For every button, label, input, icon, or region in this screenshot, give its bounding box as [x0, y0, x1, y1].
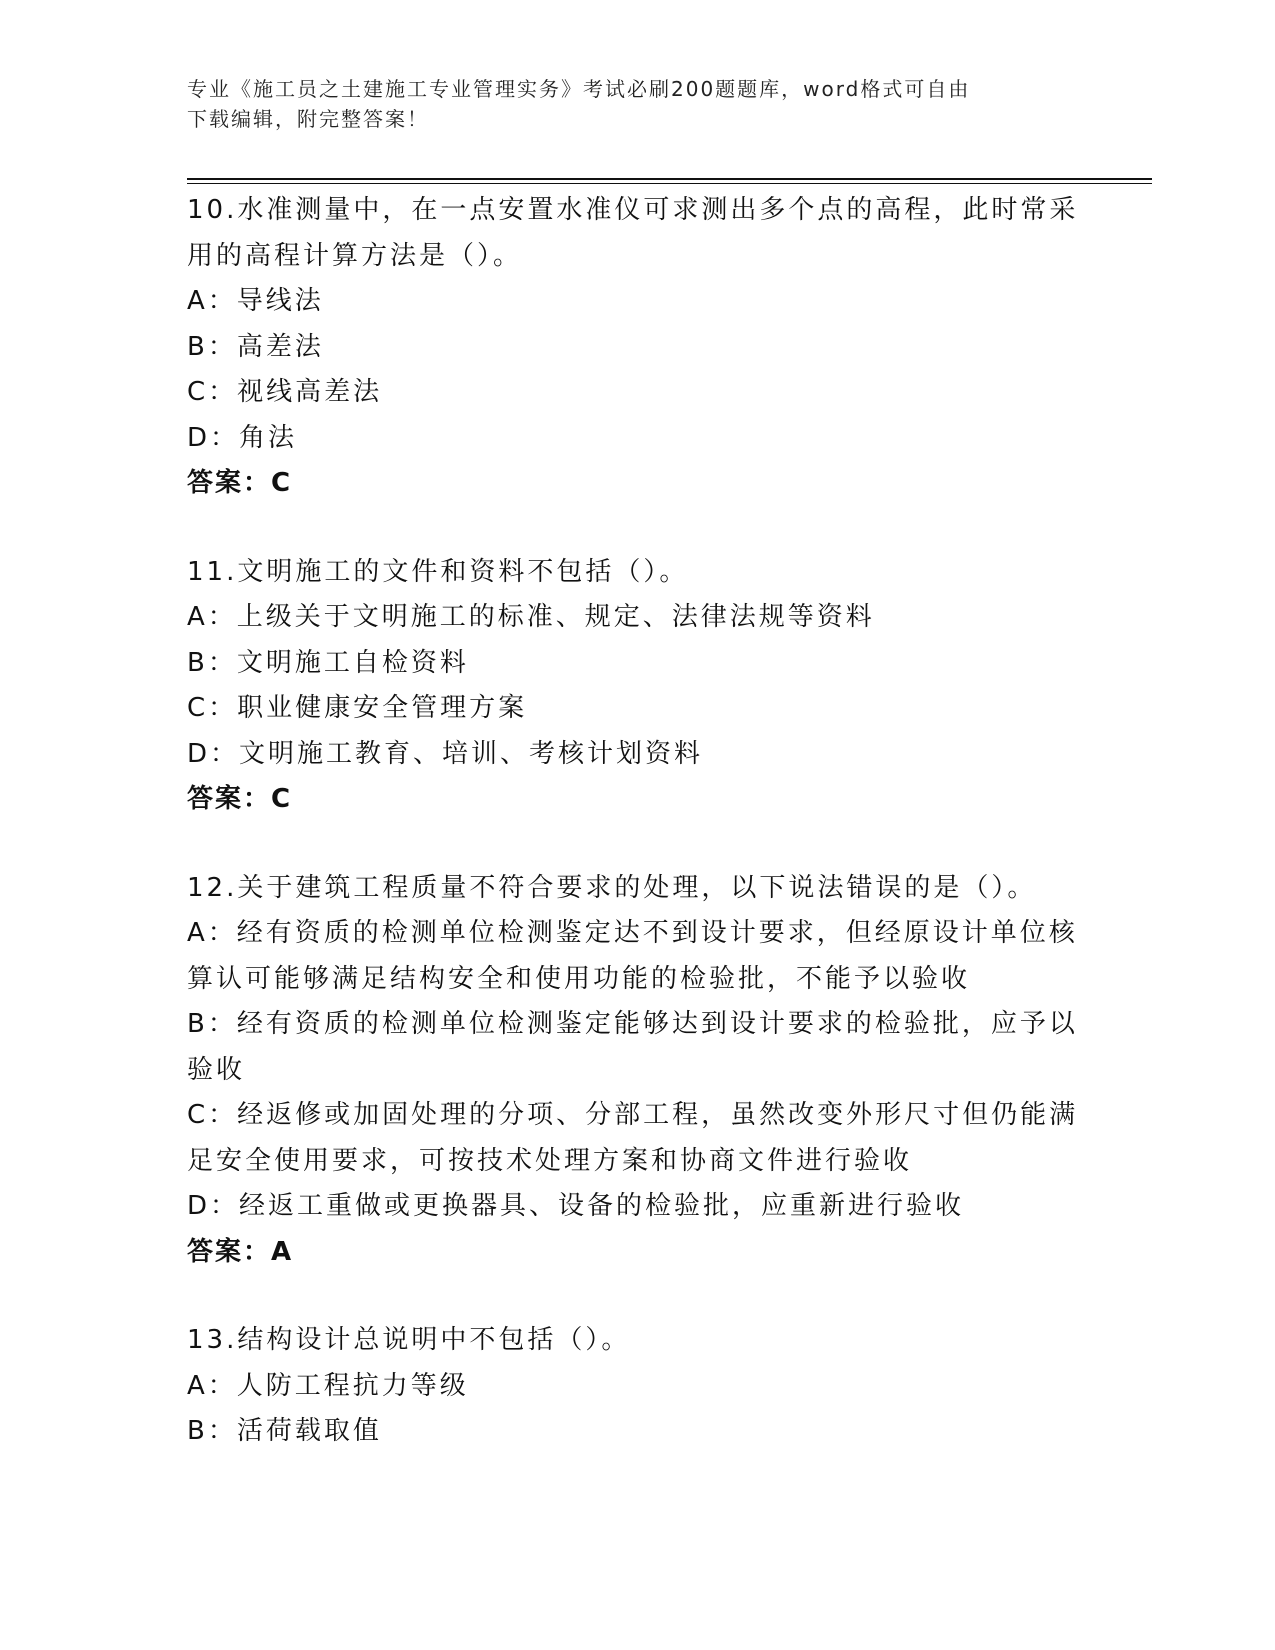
question-block — [187, 1318, 1087, 1455]
option-line: C：职业健康安全管理方案 — [187, 693, 528, 723]
header-rule-thick — [187, 178, 1152, 180]
answer-line: 答案：A — [187, 1236, 294, 1267]
option-line: A：导线法 — [187, 286, 324, 316]
option-line: D：文明施工教育、培训、考核计划资料 — [187, 738, 704, 769]
option-line: B：经有资质的检测单位检测鉴定能够达到设计要求的检验批，应予以 — [187, 1009, 1078, 1039]
question-stem-line: 11.文明施工的文件和资料不包括（）。 — [187, 556, 689, 587]
question-stem-line: 13.结构设计总说明中不包括（）。 — [187, 1325, 631, 1355]
option-line: C：视线高差法 — [187, 377, 383, 407]
option-line: B：高差法 — [187, 331, 324, 362]
option-line: D：经返工重做或更换器具、设备的检验批，应重新进行验收 — [187, 1191, 965, 1221]
question-block — [187, 188, 1087, 507]
option-line: 验收 — [187, 1054, 246, 1085]
header-line-1: 专业《施工员之土建施工专业管理实务》考试必刷200题题库，word格式可自由 — [187, 77, 971, 101]
option-line: D：角法 — [187, 422, 298, 453]
option-line: 足安全使用要求，可按技术处理方案和协商文件进行验收 — [187, 1145, 913, 1176]
question-list — [187, 188, 1087, 1498]
option-line: B：活荷载取值 — [187, 1416, 382, 1446]
option-line: A：人防工程抗力等级 — [187, 1370, 469, 1401]
option-line: A：上级关于文明施工的标准、规定、法律法规等资料 — [187, 602, 875, 632]
header-line-2: 下载编辑，附完整答案！ — [187, 107, 429, 131]
option-line: A：经有资质的检测单位检测鉴定达不到设计要求，但经原设计单位核 — [187, 918, 1078, 948]
answer-line: 答案：C — [187, 468, 293, 498]
option-line: 算认可能够满足结构安全和使用功能的检验批，不能予以验收 — [187, 963, 971, 994]
option-line: B：文明施工自检资料 — [187, 647, 469, 678]
option-line: C：经返修或加固处理的分项、分部工程，虽然改变外形尺寸但仍能满 — [187, 1100, 1079, 1130]
question-stem-line: 10.水准测量中，在一点安置水准仪可求测出多个点的高程，此时常采 — [187, 195, 1079, 225]
document-header — [187, 74, 1067, 134]
question-stem-line: 用的高程计算方法是（）。 — [187, 240, 523, 271]
answer-line: 答案：C — [187, 784, 293, 814]
question-block — [187, 866, 1087, 1276]
question-block — [187, 550, 1087, 823]
question-stem-line: 12.关于建筑工程质量不符合要求的处理，以下说法错误的是（）。 — [187, 872, 1037, 903]
header-rule-thin — [187, 183, 1152, 184]
